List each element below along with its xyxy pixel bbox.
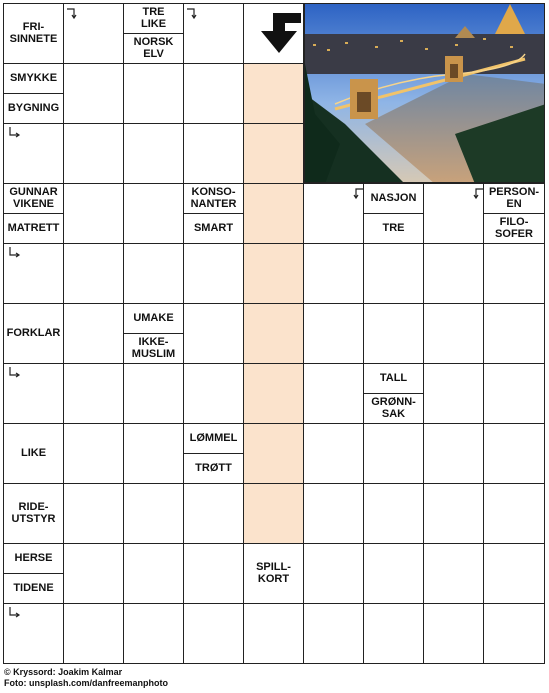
answer-cell[interactable] [183, 603, 244, 664]
answer-cell[interactable] [243, 123, 304, 184]
answer-cell[interactable] [183, 483, 244, 544]
answer-cell[interactable] [423, 543, 484, 604]
clue-text: FILO- SOFER [495, 216, 533, 240]
answer-cell[interactable] [123, 543, 184, 604]
photo-credit: Foto: unsplash.com/danfreemanphoto [4, 678, 169, 688]
answer-cell[interactable] [183, 123, 244, 184]
answer-cell[interactable] [483, 543, 545, 604]
clue-text: TIDENE [13, 582, 54, 594]
answer-cell[interactable] [303, 603, 364, 664]
answer-cell[interactable] [363, 543, 424, 604]
clue-text: NASJON [370, 192, 417, 204]
answer-cell[interactable] [303, 303, 364, 364]
hook-arrow-icon [186, 6, 200, 20]
answer-cell[interactable] [303, 483, 364, 544]
answer-cell[interactable] [423, 483, 484, 544]
answer-cell[interactable] [123, 363, 184, 424]
answer-cell[interactable] [123, 483, 184, 544]
crossword-grid [3, 3, 544, 663]
clue-text: PERSON- EN [488, 186, 540, 210]
hook-arrow-icon [7, 606, 21, 620]
answer-cell[interactable] [183, 363, 244, 424]
answer-cell[interactable] [123, 63, 184, 124]
clue-text: TRØTT [195, 462, 232, 474]
answer-cell[interactable] [123, 123, 184, 184]
hook-arrow-icon [470, 186, 484, 200]
answer-cell[interactable] [483, 423, 545, 484]
answer-cell[interactable] [423, 303, 484, 364]
answer-cell[interactable] [63, 543, 124, 604]
answer-cell[interactable] [303, 243, 364, 304]
answer-cell[interactable] [243, 63, 304, 124]
solution-arrow-icon [249, 9, 303, 57]
answer-cell[interactable] [243, 243, 304, 304]
answer-cell[interactable] [123, 423, 184, 484]
clue-text: GRØNN- SAK [371, 396, 416, 420]
answer-cell[interactable] [63, 363, 124, 424]
clue-text: LØMMEL [189, 432, 238, 444]
answer-cell[interactable] [183, 63, 244, 124]
answer-cell[interactable] [123, 243, 184, 304]
hook-arrow-icon [350, 186, 364, 200]
clue-text: TRE [382, 222, 405, 234]
answer-cell[interactable] [423, 603, 484, 664]
hook-arrow-icon [7, 246, 21, 260]
clue-text: HERSE [14, 552, 53, 564]
answer-cell[interactable] [243, 603, 304, 664]
clue-text: SMART [193, 222, 234, 234]
hook-arrow-icon [7, 126, 21, 140]
clue-text: KONSO- NANTER [190, 186, 237, 210]
hook-arrow-icon [66, 6, 80, 20]
clue-text: IKKE- MUSLIM [131, 336, 176, 360]
answer-cell[interactable] [363, 423, 424, 484]
answer-cell[interactable] [123, 183, 184, 244]
answer-cell[interactable] [483, 483, 545, 544]
answer-cell[interactable] [423, 363, 484, 424]
clue-text: FORKLAR [6, 327, 61, 339]
clue-text: TALL [379, 372, 408, 384]
answer-cell[interactable] [63, 303, 124, 364]
answer-cell[interactable] [363, 303, 424, 364]
clue-text: LIKE [20, 447, 47, 459]
answer-cell[interactable] [363, 483, 424, 544]
answer-cell[interactable] [63, 423, 124, 484]
answer-cell[interactable] [243, 183, 304, 244]
clue-text: MATRETT [7, 222, 60, 234]
answer-cell[interactable] [483, 243, 545, 304]
answer-cell[interactable] [123, 603, 184, 664]
answer-cell[interactable] [63, 183, 124, 244]
answer-cell[interactable] [483, 603, 545, 664]
clue-text: BYGNING [7, 102, 60, 114]
answer-cell[interactable] [183, 303, 244, 364]
clue-text: UMAKE [133, 312, 174, 324]
answer-cell[interactable] [363, 603, 424, 664]
answer-cell[interactable] [243, 303, 304, 364]
answer-cell[interactable] [243, 483, 304, 544]
answer-cell[interactable] [243, 423, 304, 484]
answer-cell[interactable] [63, 603, 124, 664]
answer-cell[interactable] [423, 243, 484, 304]
clue-text: NORSK ELV [133, 36, 174, 60]
answer-cell[interactable] [363, 243, 424, 304]
answer-cell[interactable] [63, 123, 124, 184]
hook-arrow-icon [7, 366, 21, 380]
answer-cell[interactable] [63, 483, 124, 544]
clue-text: TRE LIKE [140, 6, 167, 30]
answer-cell[interactable] [303, 363, 364, 424]
answer-cell[interactable] [183, 243, 244, 304]
clue-text: FRI- SINNETE [9, 21, 58, 45]
answer-cell[interactable] [303, 543, 364, 604]
author-credit: © Kryssord: Joakim Kalmar [4, 667, 123, 677]
clue-text: GUNNAR VIKENE [9, 186, 58, 210]
answer-cell[interactable] [63, 243, 124, 304]
answer-cell[interactable] [63, 63, 124, 124]
clue-text: RIDE- UTSTYR [11, 501, 56, 525]
answer-cell[interactable] [483, 303, 545, 364]
answer-cell[interactable] [483, 363, 545, 424]
clue-text: SMYKKE [9, 72, 58, 84]
city-bridge-photo [304, 3, 545, 183]
answer-cell[interactable] [423, 423, 484, 484]
answer-cell[interactable] [183, 543, 244, 604]
clue-text: SPILL- KORT [256, 561, 291, 585]
answer-cell[interactable] [303, 423, 364, 484]
answer-cell[interactable] [243, 363, 304, 424]
